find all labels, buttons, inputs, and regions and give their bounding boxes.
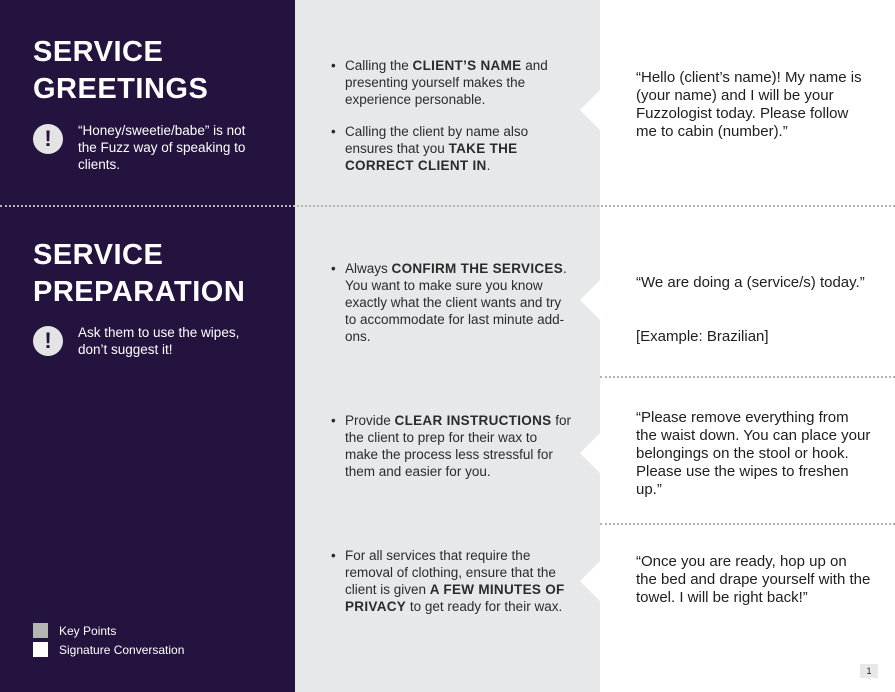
bullet-text: and presenting yourself makes the experience personable. (345, 58, 548, 107)
bullet-emphasis: A FEW MINUTES OF PRIVACY (345, 582, 565, 614)
remove-clothing-quote: “Please remove everything from the waist down. You can place your belongings on the stool or hook. Please use the wipes to freshen up.” (636, 409, 871, 498)
greeting-quote: “Hello (client’s name)! My name is (your name) and I will be your Fuzzologist today. Please follow me to cabin (number).” (636, 69, 862, 140)
preparation-title (33, 237, 245, 311)
services-quote: “We are doing a (service/s) today.” (636, 274, 865, 291)
bullet-item (331, 547, 571, 615)
ready-quote: “Once you are ready, hop up on the bed and drape yourself with the towel. I will be right back!” (636, 553, 871, 606)
speech-pointer (580, 433, 600, 473)
bullet-text: . You want to make sure you know exactly what the client wants and try to accommodate for last minute add-ons. (345, 261, 567, 344)
quote-divider (600, 376, 895, 378)
preparation-title-line1: SERVICE (33, 239, 164, 271)
exclamation-circle-icon: ! (33, 124, 63, 154)
speech-pointer (580, 90, 600, 130)
bullet-dot: • (331, 124, 336, 139)
bullet-dot: • (331, 261, 336, 276)
greetings-note-text: “Honey/sweetie/babe” is not the Fuzz way of speaking to clients. (78, 123, 246, 172)
bullet-text: . (486, 158, 491, 173)
bullet-text: Provide (345, 413, 395, 428)
preparation-note (33, 324, 253, 358)
example-quote: [Example: Brazilian] (636, 328, 769, 345)
greetings-title (33, 34, 208, 108)
bullet-item (331, 412, 571, 480)
bullet-emphasis: TAKE THE CORRECT CLIENT IN (345, 141, 518, 173)
greetings-title-line1: SERVICE (33, 36, 164, 68)
legend-key-points (33, 623, 116, 638)
speech-pointer (580, 561, 600, 601)
legend-label: Signature Conversation (59, 642, 185, 657)
section-divider (0, 205, 895, 207)
preparation-note-text: Ask them to use the wipes, don’t suggest it! (78, 325, 240, 357)
bullet-item (331, 123, 571, 174)
bullet-item (331, 57, 571, 108)
bullet-item (331, 260, 571, 345)
signature-conversation-swatch (33, 642, 48, 657)
bullet-emphasis: CLIENT’S NAME (412, 58, 522, 73)
preparation-title-line2: PREPARATION (33, 276, 246, 308)
exclamation-circle-icon: ! (33, 326, 63, 356)
bullet-emphasis: CLEAR INSTRUCTIONS (394, 413, 552, 428)
greetings-note (33, 122, 253, 173)
bullet-text: for the client to prep for their wax to make the process less stressful for them and easier for you. (345, 413, 571, 479)
bullet-text: to get ready for their wax. (406, 599, 563, 614)
key-points-swatch (33, 623, 48, 638)
greetings-title-line2: GREETINGS (33, 73, 209, 105)
bullet-dot: • (331, 548, 336, 563)
legend-signature-conversation (33, 642, 184, 657)
bullet-text: For all services that require the removal of clothing, ensure that the client is given (345, 548, 556, 597)
bullet-emphasis: CONFIRM THE SERVICES (391, 261, 564, 276)
bullet-text: Always (345, 261, 392, 276)
page-number: 1 (860, 664, 878, 678)
bullet-dot: • (331, 413, 336, 428)
legend-label: Key Points (59, 623, 117, 638)
bullet-dot: • (331, 58, 336, 73)
bullet-text: Calling the client by name also ensures that you (345, 124, 529, 156)
quote-divider (600, 523, 895, 525)
speech-pointer (580, 280, 600, 320)
bullet-text: Calling the (345, 58, 413, 73)
